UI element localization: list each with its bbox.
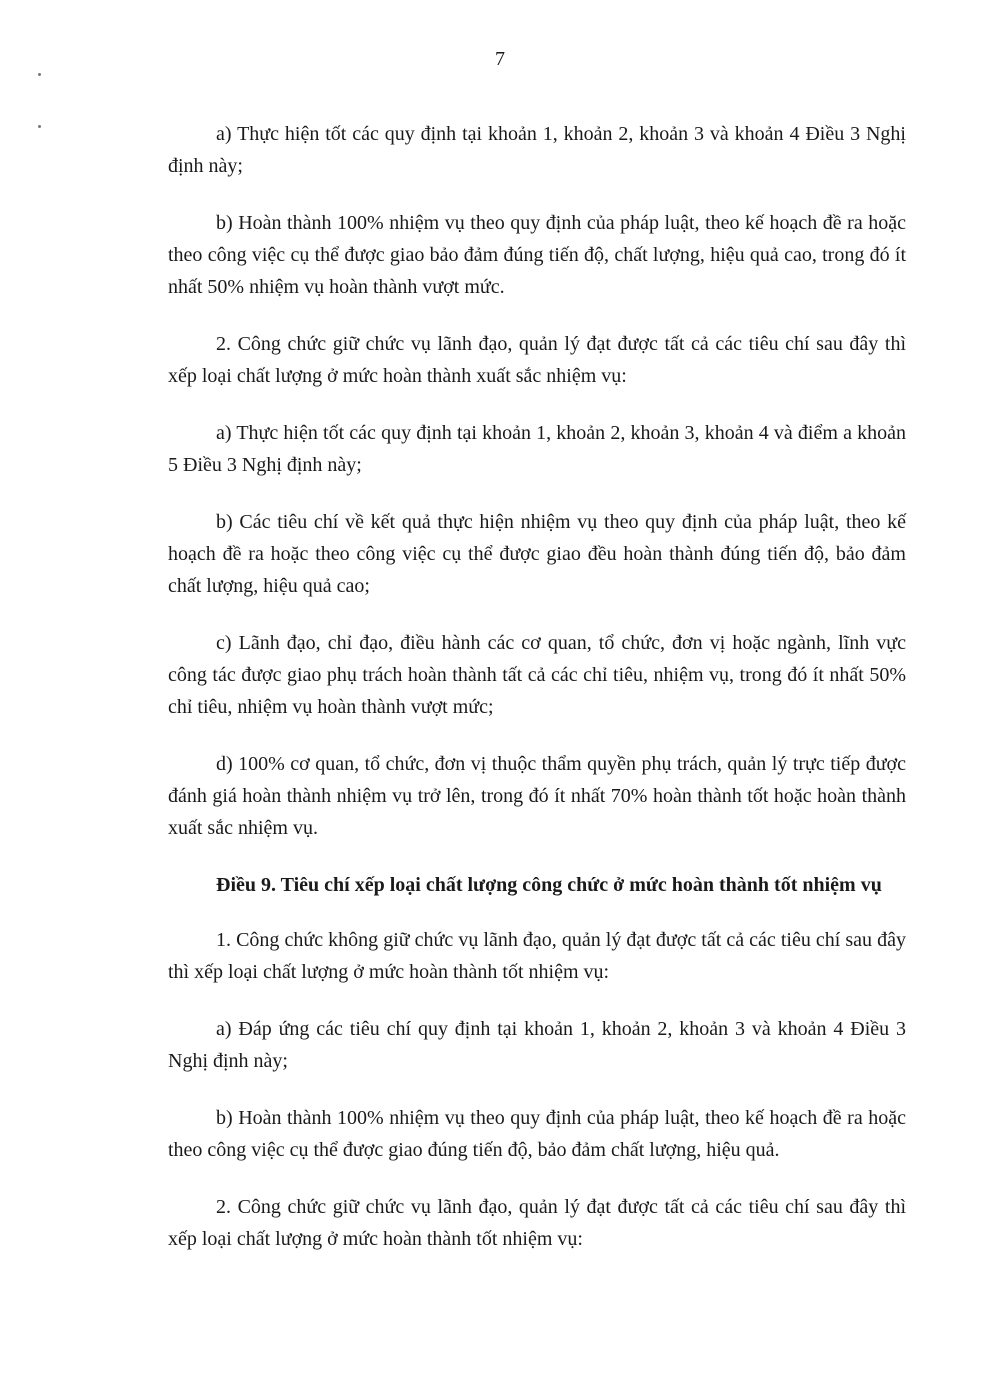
paragraph-9-1a: a) Đáp ứng các tiêu chí quy định tại khoản 1, khoản 2, khoản 3 và khoản 4 Điều 3 Nghị định này;	[168, 1018, 906, 1072]
scan-speck	[38, 73, 41, 76]
scan-speck	[38, 125, 41, 128]
paragraph-2a: a) Thực hiện tốt các quy định tại khoản 1, khoản 2, khoản 3, khoản 4 và điểm a khoản 5 Điều 3 Nghị định này;	[168, 422, 906, 476]
page-number: 7	[495, 48, 505, 70]
paragraph-2: 2. Công chức giữ chức vụ lãnh đạo, quản lý đạt được tất cả các tiêu chí sau đây thì xếp loại chất lượng ở mức hoàn thành xuất sắc nhiệm vụ:	[168, 333, 906, 387]
paragraph-9-1: 1. Công chức không giữ chức vụ lãnh đạo, quản lý đạt được tất cả các tiêu chí sau đây thì xếp loại chất lượng ở mức hoàn thành tốt nhiệm vụ:	[168, 929, 906, 983]
document-body	[168, 118, 906, 1280]
paragraph-2c: c) Lãnh đạo, chỉ đạo, điều hành các cơ quan, tổ chức, đơn vị hoặc ngành, lĩnh vực công tác được giao phụ trách hoàn thành tất cả các chỉ tiêu, nhiệm vụ, trong đó ít nhất 50% chỉ tiêu, nhiệm vụ hoàn thành vượt mức;	[168, 632, 906, 718]
article-heading: Điều 9. Tiêu chí xếp loại chất lượng công chức ở mức hoàn thành tốt nhiệm vụ	[216, 874, 882, 896]
paragraph-9-2: 2. Công chức giữ chức vụ lãnh đạo, quản lý đạt được tất cả các tiêu chí sau đây thì xếp loại chất lượng ở mức hoàn thành tốt nhiệm vụ:	[168, 1196, 906, 1250]
paragraph-9-1b: b) Hoàn thành 100% nhiệm vụ theo quy định của pháp luật, theo kế hoạch đề ra hoặc theo công việc cụ thể được giao đúng tiến độ, bảo đảm chất lượng, hiệu quả.	[168, 1107, 906, 1161]
paragraph-1a: a) Thực hiện tốt các quy định tại khoản 1, khoản 2, khoản 3 và khoản 4 Điều 3 Nghị định này;	[168, 123, 906, 177]
paragraph-2b: b) Các tiêu chí về kết quả thực hiện nhiệm vụ theo quy định của pháp luật, theo kế hoạch đề ra hoặc theo công việc cụ thể được giao đều hoàn thành đúng tiến độ, bảo đảm chất lượng, hiệu quả cao;	[168, 511, 906, 597]
paragraph-1b: b) Hoàn thành 100% nhiệm vụ theo quy định của pháp luật, theo kế hoạch đề ra hoặc theo công việc cụ thể được giao bảo đảm đúng tiến độ, chất lượng, hiệu quả cao, trong đó ít nhất 50% nhiệm vụ hoàn thành vượt mức.	[168, 212, 906, 298]
paragraph-2d: d) 100% cơ quan, tổ chức, đơn vị thuộc thẩm quyền phụ trách, quản lý trực tiếp được đánh giá hoàn thành nhiệm vụ trở lên, trong đó ít nhất 70% hoàn thành tốt hoặc hoàn thành xuất sắc nhiệm vụ.	[168, 753, 906, 839]
